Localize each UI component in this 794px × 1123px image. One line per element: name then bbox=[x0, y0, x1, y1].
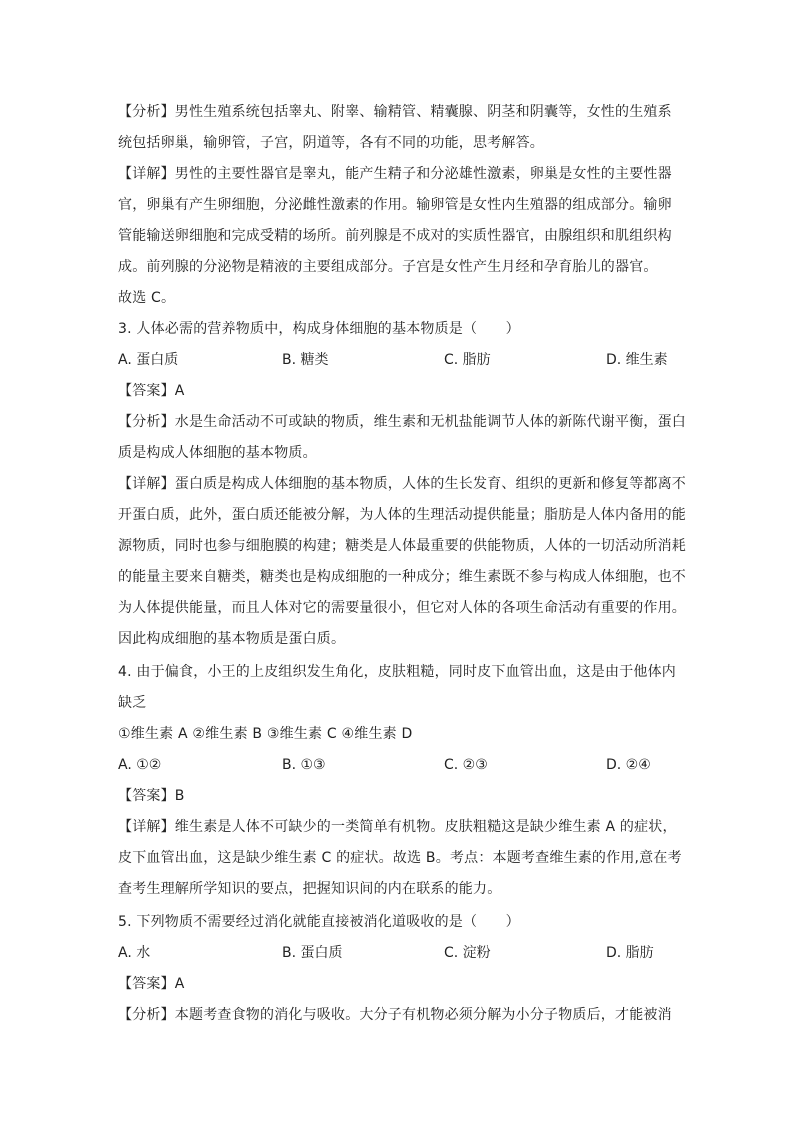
answer-line: 【答案】A bbox=[118, 383, 185, 399]
question-5-option-b: B. 蛋白质 bbox=[282, 945, 343, 961]
explanation-paragraph-line: 【详解】维生素是人体不可缺少的一类简单有机物。皮肤粗糙这是缺少维生素 A 的症状， bbox=[118, 819, 677, 835]
question-5-option-c: C. 淀粉 bbox=[444, 945, 491, 961]
answer-line: 【答案】A bbox=[118, 976, 185, 992]
explanation-paragraph-line: 官，卵巢有产生卵细胞，分泌雌性激素的作用。输卵管是女性内生殖器的组成部分。输卵 bbox=[118, 197, 672, 213]
question-3-option-c: C. 脂肪 bbox=[444, 352, 491, 368]
explanation-paragraph-line: 为人体提供能量，而且人体对它的需要量很小，但它对人体的各项生命活动有重要的作用。 bbox=[118, 600, 686, 616]
explanation-paragraph-line: 【详解】蛋白质是构成人体细胞的基本物质，人体的生长发育、组织的更新和修复等都离不 bbox=[118, 476, 686, 492]
question-3-stem: 3. 人体必需的营养物质中，构成身体细胞的基本物质是（ ） bbox=[118, 321, 520, 337]
question-3-option-b: B. 糖类 bbox=[282, 352, 329, 368]
question-4-option-c: C. ②③ bbox=[444, 757, 488, 773]
question-4-stem: 缺乏 bbox=[118, 695, 147, 711]
analysis-paragraph-line: 统包括卵巢，输卵管，子宫，阴道等，各有不同的功能，思考解答。 bbox=[118, 135, 544, 151]
explanation-paragraph-line: 源物质，同时也参与细胞膜的构建；糖类是人体最重要的供能物质，人体的一切活动所消耗 bbox=[118, 538, 686, 554]
explanation-paragraph-line: 开蛋白质，此外，蛋白质还能被分解，为人体的生理活动提供能量；脂肪是人体内备用的能 bbox=[118, 507, 686, 523]
question-5-stem: 5. 下列物质不需要经过消化就能直接被消化道吸收的是（ ） bbox=[118, 914, 520, 930]
analysis-paragraph-line: 质是构成人体细胞的基本物质。 bbox=[118, 445, 317, 461]
question-4-option-a: A. ①② bbox=[118, 757, 162, 773]
analysis-paragraph-line: 【分析】男性生殖系统包括睾丸、附睾、输精管、精囊腺、阴茎和阴囊等，女性的生殖系 bbox=[118, 104, 672, 120]
analysis-paragraph-line: 【分析】水是生命活动不可或缺的物质，维生素和无机盐能调节人体的新陈代谢平衡，蛋白 bbox=[118, 414, 686, 430]
explanation-paragraph-line: 皮下血管出血，这是缺少维生素 C 的症状。故选 B。考点：本题考查维生素的作用,意在考 bbox=[118, 850, 682, 866]
question-4-option-b: B. ①③ bbox=[282, 757, 326, 773]
explanation-paragraph-line: 成。前列腺的分泌物是精液的主要组成部分。子宫是女性产生月经和孕育胎儿的器官。 bbox=[118, 259, 658, 275]
explanation-paragraph-line: 查考生理解所学知识的要点，把握知识间的内在联系的能力。 bbox=[118, 881, 502, 897]
question-5-option-a: A. 水 bbox=[118, 945, 151, 961]
question-3-option-a: A. 蛋白质 bbox=[118, 352, 179, 368]
question-5-option-d: D. 脂肪 bbox=[606, 945, 654, 961]
explanation-paragraph-line: 因此构成细胞的基本物质是蛋白质。 bbox=[118, 631, 346, 647]
question-4-option-d: D. ②④ bbox=[606, 757, 651, 773]
analysis-paragraph-line: 【分析】本题考查食物的消化与吸收。大分子有机物必须分解为小分子物质后，才能被消 bbox=[118, 1007, 672, 1023]
explanation-paragraph-line: 管能输送卵细胞和完成受精的场所。前列腺是不成对的实质性器官，由腺组织和肌组织构 bbox=[118, 228, 672, 244]
explanation-paragraph-line: 的能量主要来自糖类，糖类也是构成细胞的一种成分；维生素既不参与构成人体细胞，也不 bbox=[118, 569, 686, 585]
answer-line: 【答案】B bbox=[118, 788, 185, 804]
question-3-option-d: D. 维生素 bbox=[606, 352, 668, 368]
explanation-paragraph-line: 【详解】男性的主要性器官是睾丸，能产生精子和分泌雄性激素，卵巢是女性的主要性器 bbox=[118, 166, 672, 182]
question-4-stem: 4. 由于偏食，小王的上皮组织发生角化，皮肤粗糙，同时皮下血管出血，这是由于他体内 bbox=[118, 664, 677, 680]
question-4-choices: ①维生素 A ②维生素 B ③维生素 C ④维生素 D bbox=[118, 726, 413, 742]
conclusion-line: 故选 C。 bbox=[118, 290, 176, 306]
